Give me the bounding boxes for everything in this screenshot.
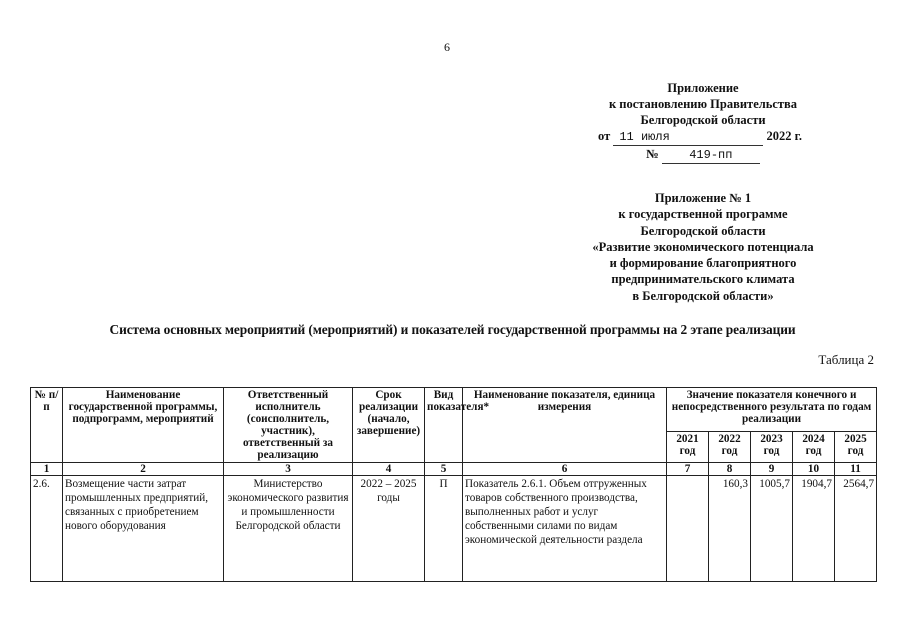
number-prefix: №: [646, 147, 659, 161]
column-number: 3: [224, 463, 353, 476]
table-row: [31, 476, 877, 582]
cell-type: П: [425, 476, 463, 582]
header-year: 2022 год: [709, 432, 751, 463]
header-executor: Ответственный исполнитель (соисполнитель, участник), ответственный за реализацию: [224, 388, 353, 463]
header-year: 2023 год: [751, 432, 793, 463]
program-table: [30, 387, 877, 582]
cell-value-2023: 1005,7: [751, 476, 793, 582]
column-number: 8: [709, 463, 751, 476]
annex-line: к государственной программе: [618, 207, 788, 222]
approval-date-line: [598, 128, 818, 146]
column-number-row: [31, 463, 877, 476]
cell-name: Возмещение части затрат промышленных предприятий, связанных с приобретением нового оборудования: [63, 476, 224, 582]
column-number: 2: [63, 463, 224, 476]
column-number: 10: [793, 463, 835, 476]
annex-line: в Белгородской области»: [632, 288, 774, 303]
header-name: Наименование государственной программы, подпрограмм, мероприятий: [63, 388, 224, 463]
cell-num: 2.6.: [31, 476, 63, 582]
column-number: 1: [31, 463, 63, 476]
annex-block: [578, 190, 828, 304]
table-label: Таблица 2: [818, 352, 874, 367]
column-number: 11: [835, 463, 877, 476]
page-number: 6: [444, 40, 450, 54]
approval-line-1: к постановлению Правительства: [608, 97, 798, 111]
annex-line: Белгородской области: [640, 223, 766, 238]
cell-value-2022: 160,3: [709, 476, 751, 582]
document-title: Система основных мероприятий (мероприятий) и показателей государственной программы на 2 этапе реализации: [109, 322, 796, 337]
header-num: № п/п: [31, 388, 63, 463]
annex-line: и формирование благоприятного: [609, 256, 797, 271]
header-values-group: Значение показателя конечного и непосредственного результата по годам реализации: [667, 388, 877, 432]
column-number: 4: [353, 463, 425, 476]
approval-number: 419-пп: [662, 147, 760, 164]
header-term: Срок реализации (начало, завершение): [353, 388, 425, 463]
annex-line: «Развитие экономического потенциала: [592, 239, 814, 254]
cell-value-2024: 1904,7: [793, 476, 835, 582]
approval-number-line: [588, 146, 818, 164]
approval-line-2: Белгородской области: [640, 113, 766, 127]
column-number: 6: [463, 463, 667, 476]
approval-year: 2022 г.: [766, 129, 803, 143]
cell-indicator: Показатель 2.6.1. Объем отгруженных товаров собственного производства, выполненных работ и услуг собственными силами по видам экономической деятельности раздела: [463, 476, 667, 582]
column-number: 5: [425, 463, 463, 476]
cell-term: 2022 – 2025 годы: [353, 476, 425, 582]
approval-title: Приложение: [667, 81, 739, 95]
header-year: 2025 год: [835, 432, 877, 463]
column-number: 7: [667, 463, 709, 476]
column-number: 9: [751, 463, 793, 476]
annex-title: Приложение № 1: [654, 191, 752, 205]
header-indicator: Наименование показателя, единица измерения: [463, 388, 667, 463]
header-year: 2024 год: [793, 432, 835, 463]
annex-line: предпринимательского климата: [611, 272, 795, 287]
cell-value-2021: [667, 476, 709, 582]
header-type: Вид показателя*: [425, 388, 463, 463]
cell-value-2025: 2564,7: [835, 476, 877, 582]
approval-block: [588, 80, 818, 164]
cell-executor: Министерство экономического развития и промышленности Белгородской области: [224, 476, 353, 582]
approval-date: 11 июля: [613, 129, 763, 146]
header-year: 2021 год: [667, 432, 709, 463]
date-prefix: от: [598, 129, 611, 143]
